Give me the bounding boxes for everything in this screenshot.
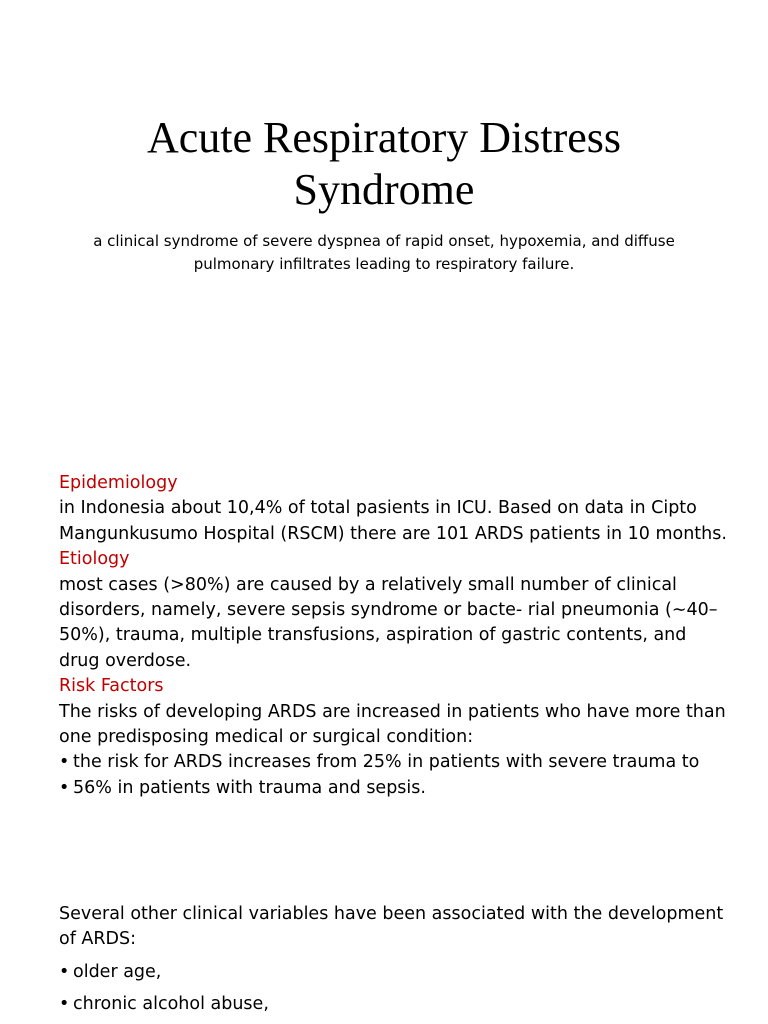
risk-factors-heading: Risk Factors [59, 676, 164, 697]
risk-factors-bullet-text: 56% in patients with trauma and sepsis. [73, 777, 426, 798]
slide-title: Acute Respiratory Distress Syndrome [146, 113, 622, 214]
etiology-text: most cases (>80%) are caused by a relatively small number of clinical disorders, namely, severe sepsis syndrome or bacte- rial pneumonia (∼40–50%), trauma, multiple transfusions, aspiration of gastric contents, and drug overdose. [59, 574, 718, 671]
slide-subtitle: a clinical syndrome of severe dyspnea of rapid onset, hypoxemia, and diffuse pulmonary infiltrates leading to respiratory failure. [93, 232, 675, 273]
variables-bullet-item [59, 960, 729, 985]
bullet-icon: • [59, 752, 70, 773]
variables-content [59, 902, 729, 1018]
risk-factors-bullet-text: the risk for ARDS increases from 25% in patients with severe trauma to [73, 752, 700, 773]
bullet-icon: • [59, 994, 70, 1015]
risk-factors-text: The risks of developing ARDS are increased in patients who have more than one predisposing medical or surgical condition: [59, 701, 726, 748]
risk-factors-bullet-item [59, 776, 729, 801]
bullet-icon: • [59, 961, 70, 982]
bullet-icon: • [59, 777, 70, 798]
epidemiology-text: in Indonesia about 10,4% of total pasients in ICU. Based on data in Cipto Mangunkusumo Hospital (RSCM) there are 101 ARDS patients in 10 months. [59, 498, 727, 544]
risk-factors-bullet-item [59, 750, 729, 775]
variables-bullet-item [59, 992, 729, 1017]
variables-intro: Several other clinical variables have been associated with the development of ARDS: [59, 904, 724, 950]
epidemiology-heading: Epidemiology [59, 473, 178, 493]
variables-bullet-text: older age, [73, 961, 162, 982]
body-content [59, 471, 729, 801]
etiology-heading: Etiology [59, 549, 130, 570]
variables-bullet-text: chronic alcohol abuse, [73, 994, 269, 1015]
